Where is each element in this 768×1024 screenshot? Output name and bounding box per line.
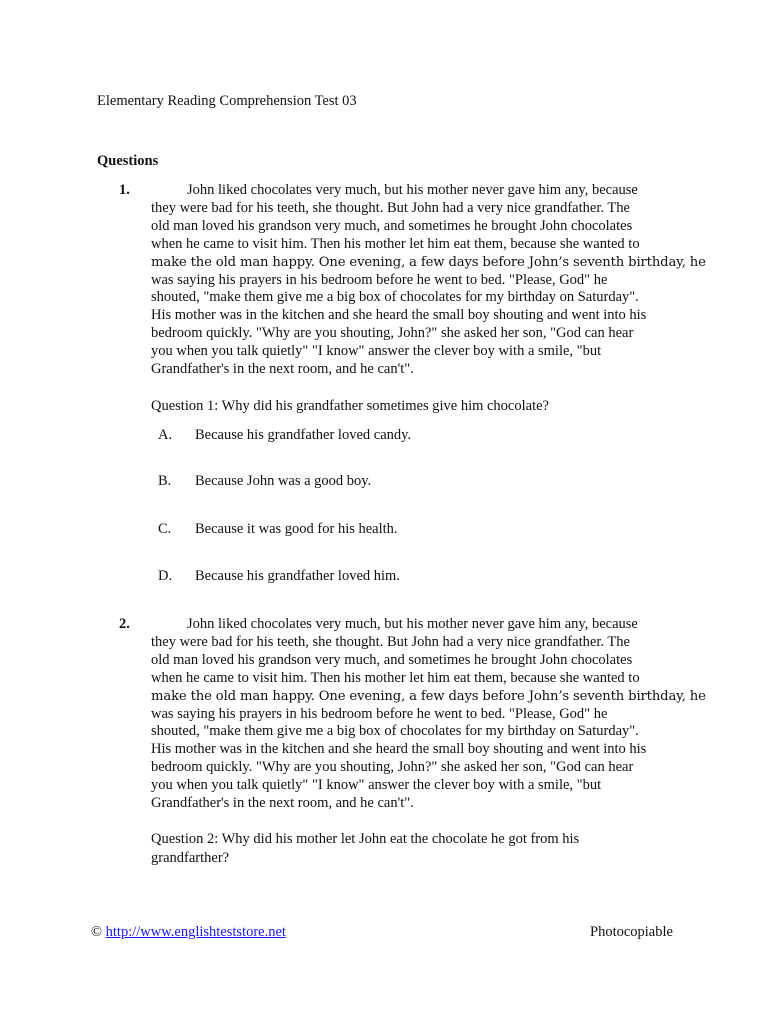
passage-line: when he came to visit him. Then his mother let him eat them, because she wanted to <box>151 235 640 252</box>
passage-line: was saying his prayers in his bedroom before he went to bed. "Please, God" he <box>151 271 608 288</box>
option-letter: A. <box>158 427 173 443</box>
passage-line: John liked chocolates very much, but his mother never gave him any, because <box>187 182 638 198</box>
passage-line: make the old man happy. One evening, a few days before John’s seventh birthday, he <box>151 688 706 704</box>
passage-line: was saying his prayers in his bedroom before he went to bed. "Please, God" he <box>151 705 608 722</box>
question-2-number: 2. <box>119 616 130 632</box>
passage-line: you when you talk quietly" "I know" answer the clever boy with a smile, "but <box>151 777 602 794</box>
question-2-passage <box>151 616 706 813</box>
section-heading: Questions <box>97 153 159 169</box>
passage-line: His mother was in the kitchen and she heard the small boy shouting and went into his <box>151 307 647 324</box>
passage-line: Grandfather's in the next room, and he can't". <box>151 795 414 812</box>
passage-line: when he came to visit him. Then his mother let him eat them, because she wanted to <box>151 669 640 686</box>
footer-copyright <box>91 924 286 941</box>
passage-line: His mother was in the kitchen and she heard the small boy shouting and went into his <box>151 741 647 758</box>
passage-line: make the old man happy. One evening, a few days before John’s seventh birthday, he <box>151 254 706 270</box>
passage-line: bedroom quickly. "Why are you shouting, John?" she asked her son, "God can hear <box>151 759 634 776</box>
question-2-prompt <box>151 830 671 868</box>
option-text: Because it was good for his health. <box>195 521 398 537</box>
passage-line: they were bad for his teeth, she thought. But John had a very nice grandfather. The <box>151 199 630 216</box>
passage-line: you when you talk quietly" "I know" answer the clever boy with a smile, "but <box>151 343 602 360</box>
passage-line: shouted, "make them give me a big box of chocolates for my birthday on Saturday". <box>151 289 639 306</box>
option-letter: C. <box>158 521 172 537</box>
question-1-option-a[interactable] <box>158 427 411 444</box>
question-1-option-b[interactable] <box>158 473 371 490</box>
document-title: Elementary Reading Comprehension Test 03 <box>97 93 357 109</box>
passage-line: John liked chocolates very much, but his mother never gave him any, because <box>187 616 638 632</box>
option-text: Because his grandfather loved candy. <box>195 427 412 443</box>
question-1-prompt: Question 1: Why did his grandfather sometimes give him chocolate? <box>151 398 549 414</box>
option-text: Because John was a good boy. <box>195 473 372 489</box>
question-1-passage <box>151 182 706 379</box>
copyright-symbol: © <box>91 924 103 940</box>
question-1-option-d[interactable] <box>158 568 400 585</box>
question-1-number: 1. <box>119 182 130 198</box>
footer-website-link[interactable]: http://www.englishteststore.net <box>105 924 286 940</box>
question-2-prompt-line: Question 2: Why did his mother let John eat the chocolate he got from his <box>151 831 580 847</box>
question-1-option-c[interactable] <box>158 521 398 538</box>
footer-photocopiable: Photocopiable <box>590 924 673 940</box>
option-letter: D. <box>158 568 173 584</box>
passage-line: Grandfather's in the next room, and he can't". <box>151 361 414 378</box>
option-text: Because his grandfather loved him. <box>195 568 400 584</box>
passage-line: old man loved his grandson very much, and sometimes he brought John chocolates <box>151 217 633 234</box>
passage-line: bedroom quickly. "Why are you shouting, John?" she asked her son, "God can hear <box>151 325 634 342</box>
question-2-prompt-line: grandfarther? <box>151 850 230 866</box>
passage-line: shouted, "make them give me a big box of chocolates for my birthday on Saturday". <box>151 723 639 740</box>
passage-line: they were bad for his teeth, she thought. But John had a very nice grandfather. The <box>151 633 630 650</box>
passage-line: old man loved his grandson very much, and sometimes he brought John chocolates <box>151 651 633 668</box>
option-letter: B. <box>158 473 172 489</box>
